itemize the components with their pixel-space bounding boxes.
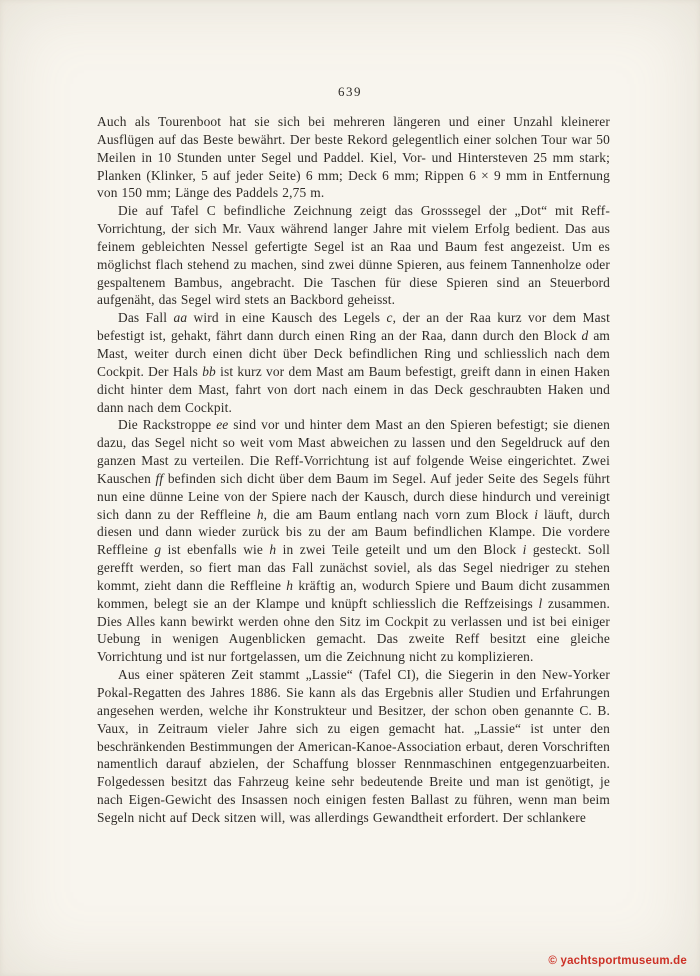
text-run-italic: aa [173,310,188,326]
page-number: 639 [338,84,362,99]
paragraph [97,416,610,666]
text-run-italic: ff [155,470,164,486]
watermark: © yachtsportmuseum.de [548,955,687,967]
text-run: Das Fall [118,310,174,326]
text-run: Die auf Tafel C befindliche Zeichnung zeigt das Grosssegel der „Dot“ mit Reff-Vorrichtung, der sich Mr. Vaux während langer Jahre mit vielem Erfolg bedient. Das aus feinem gebleichten Nessel gefertigte Segel ist an Raa und Baum fest angezeist. Um es möglichst flach stehend zu machen, sind zwei dünne Spieren, aus feinem Tannenholze oder gespaltenem Bambus, angebracht. Die Taschen für diese Spieren sind an Steuerbord aufgenäht, das Segel wird stets an Backbord geheisst. [97,203,610,308]
text-run-italic: l [538,595,543,611]
text-run: zusammen. Dies Alles kann bewirkt werden ohne den Sitz im Cockpit zu verlassen und ist bei einiger Uebung in wenigen Augenblicken gemacht. Das zweite Reff besitzt eine gleiche Vorrichtung und ist nur fortgelassen, um die Zeichnung nicht zu komplizieren. [97,595,610,665]
text-run-italic: c [386,310,393,326]
text-run: kräftig an, wodurch Spiere und Baum dicht zusammen kommen, belegt sie an der Klampe und knüpft schliesslich die Reffzeisings [97,577,610,611]
text-run-italic: d [581,328,589,344]
text-run: , der an der Raa kurz vor dem Mast befestigt ist, gehakt, fährt dann durch einen Ring an der Raa, dann durch den Block [97,310,610,344]
text-run: am Mast, weiter durch einen dicht über Deck befindlichen Ring und schliesslich nach dem Cockpit. Der Hals [97,328,610,379]
text-run: wird in eine Kausch des Legels [187,310,387,326]
text-run: ist kurz vor dem Mast am Baum befestigt, greift dann in einen Haken dicht hinter dem Mast, fahrt von dort nach einem in das Deck geschraubten Haken und dann nach dem Cockpit. [97,363,610,415]
text-run: läuft, durch diesen und dann wieder zurück bis zu der am Baum befindlichen Klampe. Die vordere Reffleine [97,506,610,558]
text-run-italic: ee [216,417,229,433]
text-run: befinden sich dicht über dem Baum im Segel. Auf jeder Seite des Segels führt nun eine dünne Leine von der Spiere nach der Kausch, durch diese hindurch und vereinigt sich dann zu der Reffleine [97,470,611,522]
text-run-italic: h [256,506,264,522]
paragraph [97,113,610,202]
text-run-italic: h [286,577,294,593]
text-run: Die Rackstroppe [118,417,217,433]
text-run: in zwei Teile geteilt und um den Block [276,542,523,558]
body-text [97,113,610,827]
text-run-italic: i [534,506,539,522]
text-run: gesteckt. Soll gerefft werden, so fiert man das Fall zunächst soviel, als das Segel niedriger zu stehen kommt, zieht dann die Reffleine [97,542,611,593]
paragraph [97,202,610,309]
text-run-italic: i [522,542,527,558]
text-run: ist ebenfalls wie [161,542,270,558]
text-run-italic: h [269,542,277,558]
text-run-italic: bb [202,363,216,379]
text-run-italic: g [154,542,162,558]
text-run: Aus einer späteren Zeit stammt „Lassie“ (Tafel CI), die Siegerin in den New-Yorker Pokal-Regatten des Jahres 1886. Sie kann als das Ergebnis aller Studien und Erfahrungen angesehen werden, welche ihr Konstrukteur und Besitzer, der schon oben genannte C. B. Vaux, in Zeitraum vieler Jahre sich zu eigen gemacht hat. „Lassie“ ist unter den beschränkenden Bestimmungen der American-Kanoe-Association erbaut, deren Vorschriften namentlich darauf abzielen, der Schaffung blosser Rennmaschinen entgegenzuarbeiten. Folgedessen besitzt das Fahrzeug keine sehr bedeutende Breite und man ist genötigt, je nach Eigen-Gewicht des Insassen noch einigen festen Ballast zu führen, wenn man beim Segeln nicht auf Deck sitzen will, was allerdings Gewandtheit erfordert. Der schlankere [97,667,610,825]
paragraph [97,666,610,827]
text-run: Auch als Tourenboot hat sie sich bei mehreren längeren und einer Unzahl kleinerer Ausflügen auf das Beste bewährt. Der beste Rekord gelegentlich einer solchen Tour war 50 Meilen in 10 Stunden unter Segel und Paddel. Kiel, Vor- und Hintersteven 25 mm stark; Planken (Klinker, 5 auf jeder Seite) 6 mm; Deck 6 mm; Rippen 6 × 9 mm in Entfernung von 150 mm; Länge des Paddels 2,75 m. [97,114,610,201]
text-run: sind vor und hinter dem Mast an den Spieren befestigt; sie dienen dazu, das Segel nicht so weit vom Mast abweichen zu lassen und den Segeldruck auf den ganzen Mast zu verteilen. Die Reff-Vorrichtung ist auf folgende Weise eingerichtet. Zwei Kauschen [97,417,610,486]
text-run: , die am Baum entlang nach vorn zum Block [263,506,535,522]
paragraph [97,309,610,416]
